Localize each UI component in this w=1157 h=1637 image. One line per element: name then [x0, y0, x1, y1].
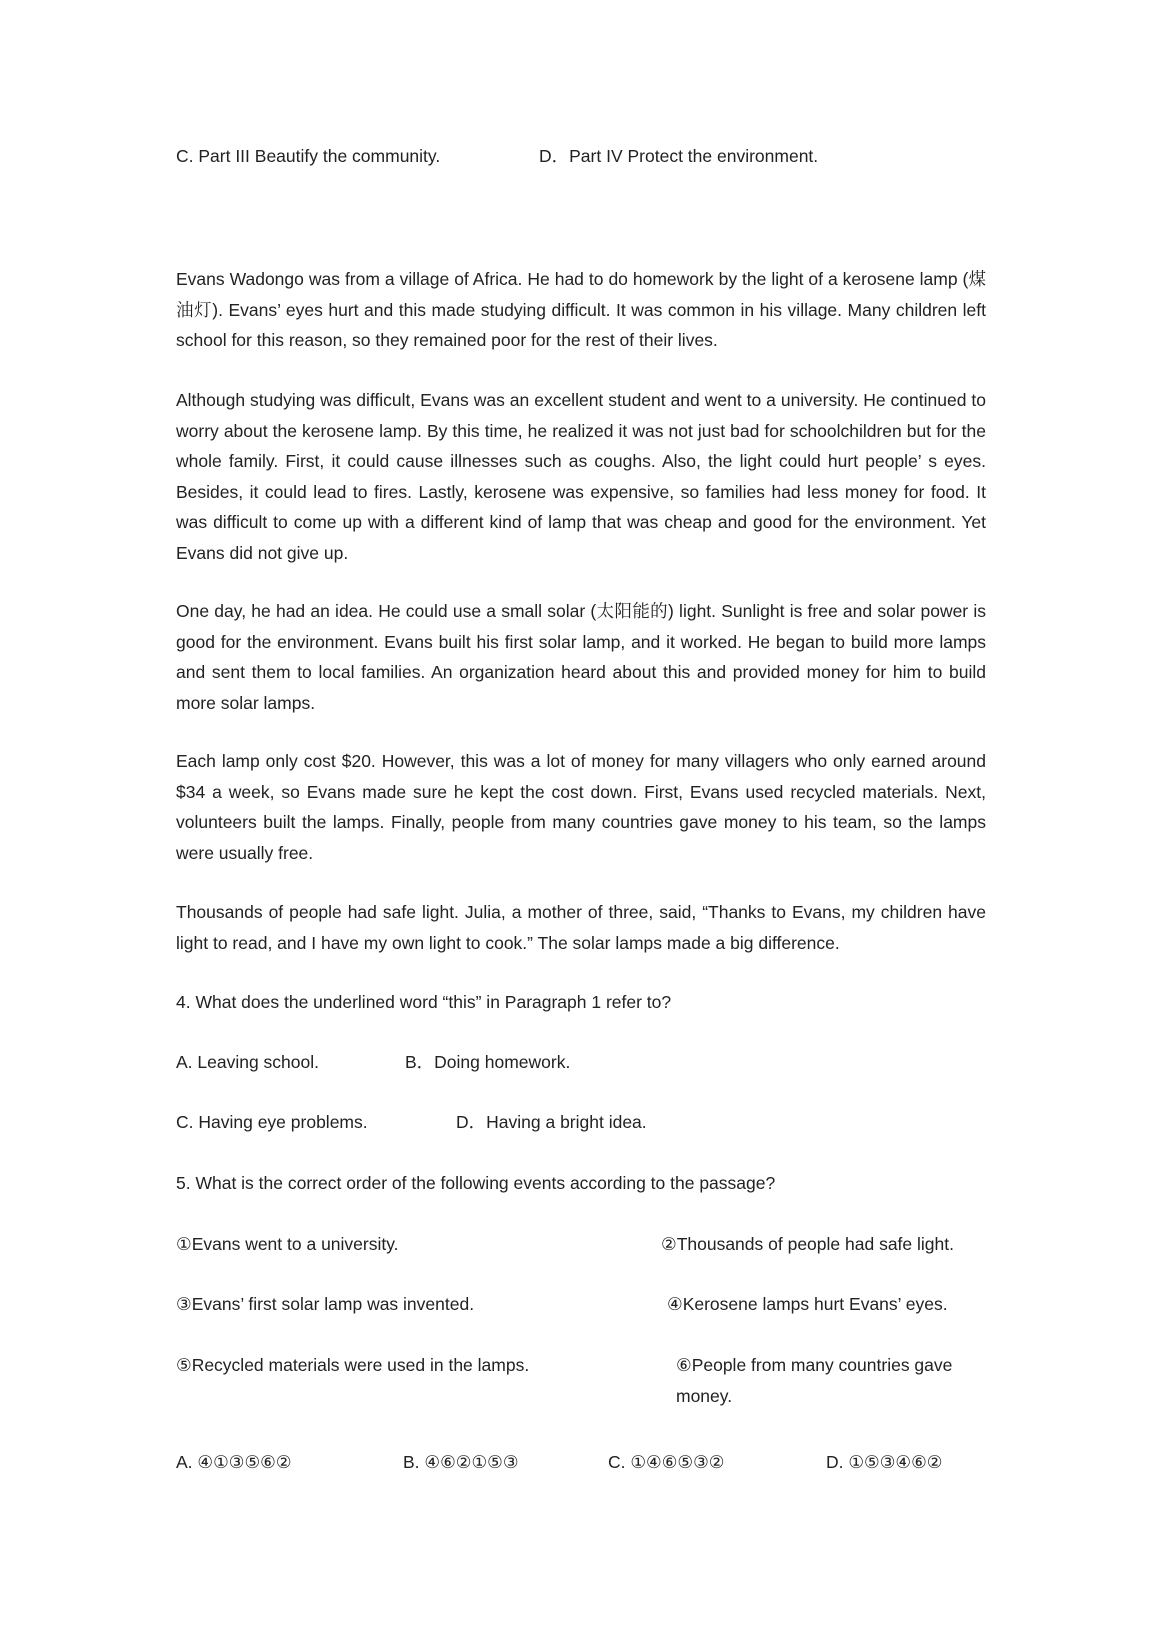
- prev-option-c: C. Part III Beautify the community.: [176, 146, 441, 166]
- passage-paragraph-1: Evans Wadongo was from a village of Africa. He had to do homework by the light of a kerosene lamp (煤油灯). Evans’ eyes hurt and this made studying difficult. It was common in his village. Many children left school for this reason, so they remained poor for the rest of their lives.: [176, 269, 986, 350]
- q4-option-d: D．Having a bright idea.: [456, 1112, 647, 1132]
- prev-option-d: D．Part IV Protect the environment.: [539, 146, 819, 166]
- q4-option-c: C. Having eye problems.: [176, 1112, 368, 1132]
- q5-option-c: C. ①④⑥⑤③②: [608, 1452, 725, 1472]
- passage-paragraph-3: One day, he had an idea. He could use a small solar (太阳能的) light. Sunlight is free and solar power is good for the environment. Evans built his first solar lamp, and it worked. He began to build more lamps and sent them to local families. An organization heard about this and provided money for him to build more solar lamps.: [176, 601, 986, 713]
- question-5: 5. What is the correct order of the following events according to the passage?: [176, 1173, 776, 1193]
- q4-option-b: B．Doing homework.: [405, 1052, 571, 1072]
- q5-option-b: B. ④⑥②①⑤③: [403, 1452, 519, 1472]
- q5-event-2: ②Thousands of people had safe light.: [661, 1234, 954, 1254]
- passage-paragraph-5: Thousands of people had safe light. Julia, a mother of three, said, “Thanks to Evans, my children have light to read, and I have my own light to cook.” The solar lamps made a big difference.: [176, 902, 986, 953]
- q5-event-1: ①Evans went to a university.: [176, 1234, 399, 1254]
- q4-option-a: A. Leaving school.: [176, 1052, 320, 1072]
- q5-event-3: ③Evans’ first solar lamp was invented.: [176, 1294, 475, 1314]
- q5-event-5: ⑤Recycled materials were used in the lamps.: [176, 1355, 530, 1375]
- question-4: 4. What does the underlined word “this” in Paragraph 1 refer to?: [176, 992, 672, 1012]
- q5-option-a: A. ④①③⑤⑥②: [176, 1452, 292, 1472]
- q5-event-6: ⑥People from many countries gave money.: [676, 1355, 953, 1406]
- q5-event-4: ④Kerosene lamps hurt Evans’ eyes.: [667, 1294, 948, 1314]
- passage-paragraph-4: Each lamp only cost $20. However, this was a lot of money for many villagers who only earned around $34 a week, so Evans made sure he kept the cost down. First, Evans used recycled materials. Next, volunteers built the lamps. Finally, people from many countries gave money to his team, so the lamps were usually free.: [176, 751, 986, 863]
- q5-option-d: D. ①⑤③④⑥②: [826, 1452, 943, 1472]
- passage-paragraph-2: Although studying was difficult, Evans was an excellent student and went to a university. He continued to worry about the kerosene lamp. By this time, he realized it was not just bad for schoolchildren but for the whole family. First, it could cause illnesses such as coughs. Also, the light could hurt people’ s eyes. Besides, it could lead to fires. Lastly, kerosene was expensive, so families had less money for food. It was difficult to come up with a different kind of lamp that was cheap and good for the environment. Yet Evans did not give up.: [176, 390, 986, 563]
